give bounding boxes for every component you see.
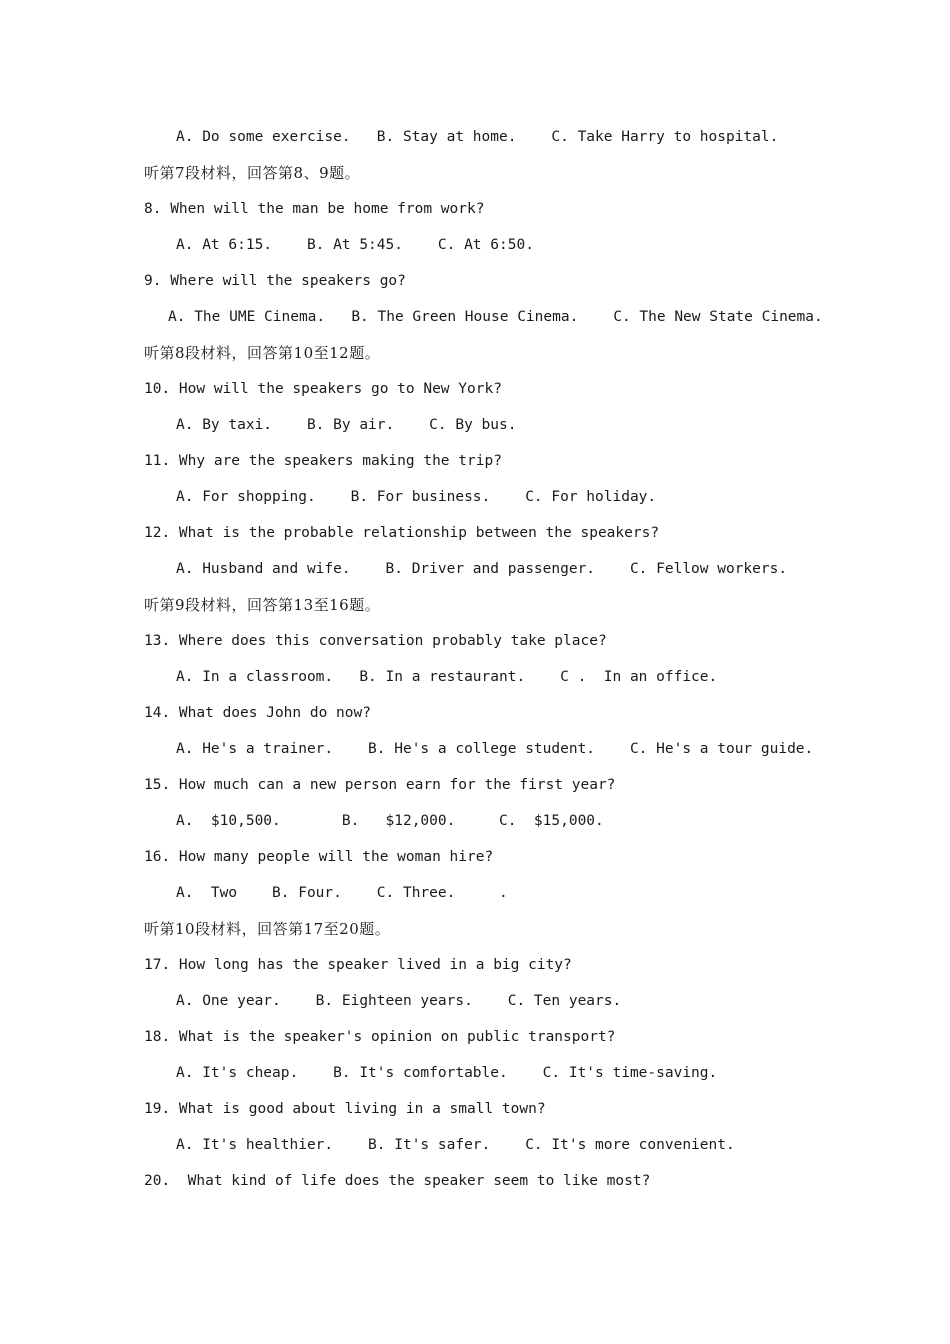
question-8: 8. When will the man be home from work? (144, 201, 485, 217)
question-14: 14. What does John do now? (144, 705, 371, 721)
section-heading-10: 听第10段材料，回答第17至20题。 (144, 920, 391, 938)
q10-options: A. By taxi. B. By air. C. By bus. (176, 417, 517, 433)
question-15: 15. How much can a new person earn for the first year? (144, 777, 616, 793)
q11-options: A. For shopping. B. For business. C. For holiday. (176, 489, 657, 505)
q9-options: A. The UME Cinema. B. The Green House Cinema. C. The New State Cinema. (168, 309, 823, 325)
q18-options: A. It's cheap. B. It's comfortable. C. It's time-saving. (176, 1065, 718, 1081)
q14-options: A. He's a trainer. B. He's a college student. C. He's a tour guide. (176, 741, 814, 757)
section-heading-7: 听第7段材料，回答第8、9题。 (144, 164, 361, 182)
q15-options: A. $10,500. B. $12,000. C. $15,000. (176, 813, 604, 829)
question-13: 13. Where does this conversation probably take place? (144, 633, 607, 649)
section-heading-9: 听第9段材料，回答第13至16题。 (144, 596, 381, 614)
q12-options: A. Husband and wife. B. Driver and passenger. C. Fellow workers. (176, 561, 788, 577)
q8-options: A. At 6:15. B. At 5:45. C. At 6:50. (176, 237, 534, 253)
question-19: 19. What is good about living in a small town? (144, 1101, 546, 1117)
question-12: 12. What is the probable relationship between the speakers? (144, 525, 660, 541)
section-heading-8: 听第8段材料，回答第10至12题。 (144, 344, 381, 362)
question-9: 9. Where will the speakers go? (144, 273, 406, 289)
question-20: 20. What kind of life does the speaker seem to like most? (144, 1173, 651, 1189)
question-11: 11. Why are the speakers making the trip? (144, 453, 502, 469)
q7-options: A. Do some exercise. B. Stay at home. C. Take Harry to hospital. (176, 129, 779, 145)
q17-options: A. One year. B. Eighteen years. C. Ten years. (176, 993, 622, 1009)
question-18: 18. What is the speaker's opinion on public transport? (144, 1029, 616, 1045)
question-17: 17. How long has the speaker lived in a big city? (144, 957, 572, 973)
q16-options: A. Two B. Four. C. Three. . (176, 885, 508, 901)
q19-options: A. It's healthier. B. It's safer. C. It's more convenient. (176, 1137, 735, 1153)
q13-options: A. In a classroom. B. In a restaurant. C . In an office. (176, 669, 718, 685)
question-10: 10. How will the speakers go to New York? (144, 381, 502, 397)
question-16: 16. How many people will the woman hire? (144, 849, 494, 865)
